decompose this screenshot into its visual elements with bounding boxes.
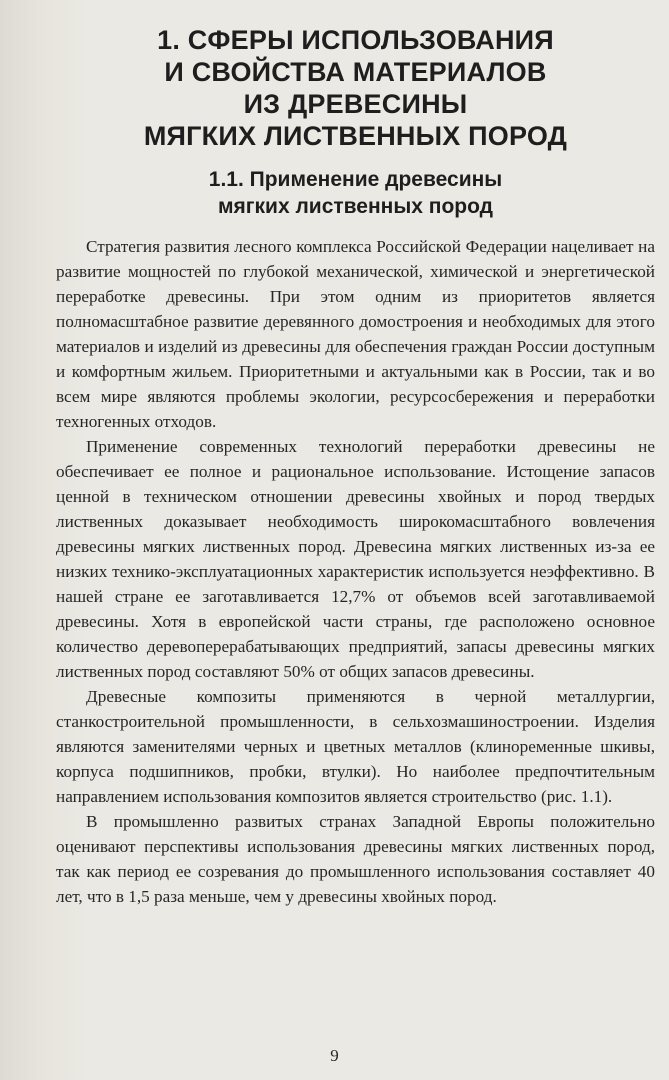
section-title-line: 1.1. Применение древесины	[208, 168, 503, 191]
chapter-title-line: ИЗ ДРЕВЕСИНЫ	[243, 89, 468, 119]
chapter-title-line: 1. СФЕРЫ ИСПОЛЬЗОВАНИЯ	[157, 25, 554, 55]
chapter-title-line: И СВОЙСТВА МАТЕРИАЛОВ	[164, 57, 547, 87]
paragraph: Древесные композиты применяются в черной металлургии, станкостроительной промышленности, в сельхозмашиностроении. Изделия являются заменителями черных и цветных металлов (клиноременные шкивы, корпуса подшипников, пробки, втулки). Но наиболее предпочтительным направлением использования композитов является строительство (рис. 1.1).	[56, 687, 655, 806]
chapter-title-line: МЯГКИХ ЛИСТВЕННЫХ ПОРОД	[143, 121, 568, 151]
page-number: 9	[330, 1046, 339, 1065]
paragraph: В промышленно развитых странах Западной Европы положительно оценивают перспективы использования древесины мягких лиственных пород, так как период ее созревания до промышленного использования составляет 40 лет, что в 1,5 раза меньше, чем у древесины хвойных пород.	[56, 812, 655, 906]
section-title	[56, 166, 655, 220]
chapter-title	[56, 24, 655, 152]
section-title-line: мягких лиственных пород	[217, 195, 494, 218]
body-text	[56, 234, 655, 909]
paragraph: Применение современных технологий переработки древесины не обеспечивает ее полное и рациональное использование. Истощение запасов ценной в техническом отношении древесины хвойных и пород твердых лиственных доказывает необходимость широкомасштабного вовлечения древесины мягких лиственных пород. Древесина мягких лиственных из-за ее низких технико-эксплуатационных характеристик используется неэффективно. В нашей стране ее заготавливается 12,7% от объемов всей заготавливаемой древесины. Хотя в европейской части страны, где расположено основное количество деревоперерабатывающих предприятий, запасы древесины мягких лиственных пород составляют 50% от общих запасов древесины.	[56, 437, 655, 681]
paragraph: Стратегия развития лесного комплекса Российской Федерации нацеливает на развитие мощностей по глубокой механической, химической и энергетической переработке древесины. При этом одним из приоритетов является полномасштабное развитие деревянного домостроения и необходимых для этого материалов и изделий из древесины для обеспечения граждан России доступным и комфортным жильем. Приоритетными и актуальными как в России, так и во всем мире являются проблемы экологии, ресурсосбережения и переработки техногенных отходов.	[56, 237, 655, 431]
